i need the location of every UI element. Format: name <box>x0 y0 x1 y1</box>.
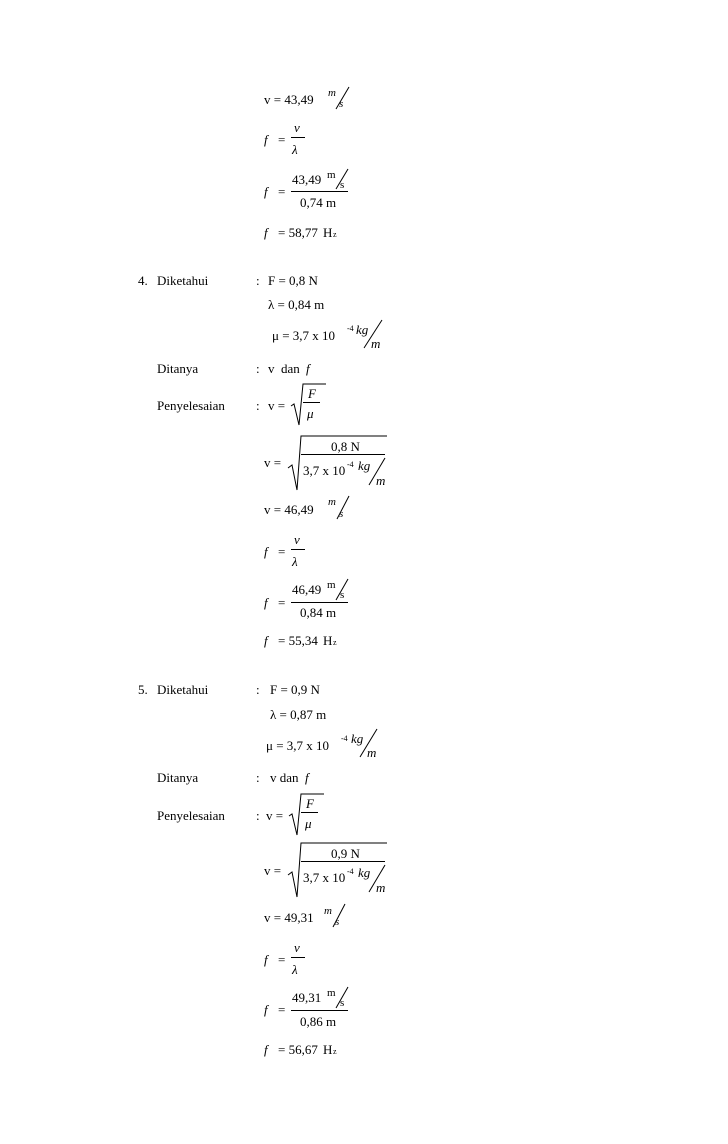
given-lambda: λ = 0,87 m <box>270 707 327 722</box>
sqrt-den: 3,7 x 10 <box>303 463 346 478</box>
unit-m: m <box>367 745 377 760</box>
unit-s: s <box>340 589 345 601</box>
equals: = <box>278 544 286 559</box>
f-symbol: f <box>264 132 268 147</box>
hz-H: H <box>323 225 333 240</box>
frac-den-lambda: λ <box>292 554 298 569</box>
exponent: -4 <box>341 734 348 743</box>
sqrt-num-F: F <box>308 386 316 401</box>
sqrt-num: 0,9 N <box>331 846 360 861</box>
frac-den-lambda: λ <box>292 142 298 157</box>
frac-den: 0,84 m <box>300 605 337 620</box>
frac-num-v: v <box>294 532 300 547</box>
given-mu: μ = 3,7 x 10 <box>272 328 336 343</box>
given-label: Diketahui <box>157 273 209 288</box>
asked-text: v dan <box>270 770 299 785</box>
unit-m: m <box>324 905 332 917</box>
sqrt-num: 0,8 N <box>331 439 360 454</box>
v-equals: v = <box>266 808 284 823</box>
fraction-bar <box>291 137 305 138</box>
exponent: -4 <box>347 324 354 333</box>
f-symbol: f <box>264 544 268 559</box>
fraction-bar <box>301 812 318 813</box>
colon: : <box>256 398 260 413</box>
unit-s: s <box>335 916 340 928</box>
v-equals: v = <box>264 455 282 470</box>
unit-m: m <box>371 336 381 351</box>
given-label: Diketahui <box>157 682 209 697</box>
v-result-3: v = 43,49 <box>264 92 314 107</box>
colon: : <box>256 361 260 376</box>
fraction-bar <box>291 549 305 550</box>
fraction-bar <box>301 454 385 455</box>
v-result-4: v = 46,49 <box>264 502 314 517</box>
f-symbol: f <box>264 952 268 967</box>
fraction-bar <box>291 602 348 603</box>
equals: = <box>278 1002 286 1017</box>
unit-m: m <box>327 169 336 181</box>
asked-f: f <box>306 361 310 376</box>
sqrt-den: 3,7 x 10 <box>303 870 346 885</box>
frac-den: 0,74 m <box>300 195 337 210</box>
unit-s: s <box>340 179 345 191</box>
hz-z: z <box>333 1047 337 1056</box>
f-result-5: = 56,67 <box>278 1042 318 1057</box>
f-symbol: f <box>264 184 268 199</box>
f-symbol: f <box>264 595 268 610</box>
frac-den-lambda: λ <box>292 962 298 977</box>
frac-num: 49,31 <box>292 990 322 1005</box>
problem-number: 5. <box>138 682 148 697</box>
v-result-5: v = 49,31 <box>264 910 314 925</box>
unit-kg: kg <box>358 458 371 473</box>
unit-m: m <box>376 473 386 488</box>
equals: = <box>278 952 286 967</box>
unit-s: s <box>340 997 345 1009</box>
colon: : <box>256 273 260 288</box>
unit-s: s <box>339 508 344 520</box>
equals: = <box>278 595 286 610</box>
sqrt-den-mu: μ <box>305 816 312 831</box>
asked-f: f <box>305 770 309 785</box>
given-F: F = 0,8 N <box>268 273 318 288</box>
hz-H: H <box>323 1042 333 1057</box>
hz-H: H <box>323 633 333 648</box>
v-equals: v = <box>268 398 286 413</box>
f-result-4: = 55,34 <box>278 633 318 648</box>
frac-num: 43,49 <box>292 172 322 187</box>
hz-z: z <box>333 230 337 239</box>
frac-den: 0,86 m <box>300 1014 337 1029</box>
given-F: F = 0,9 N <box>270 682 320 697</box>
unit-m: m <box>328 87 336 99</box>
exponent: -4 <box>347 867 354 876</box>
unit-m: m <box>327 987 336 999</box>
frac-num-v: v <box>294 940 300 955</box>
asked-v: v <box>268 361 275 376</box>
solution-label: Penyelesaian <box>157 398 225 413</box>
colon: : <box>256 682 260 697</box>
v-equals: v = <box>264 863 282 878</box>
f-symbol: f <box>264 225 268 240</box>
equals: = <box>278 132 286 147</box>
sqrt-den-mu: μ <box>307 406 314 421</box>
unit-kg: kg <box>356 322 369 337</box>
given-lambda: λ = 0,84 m <box>268 297 325 312</box>
sqrt-num-F: F <box>306 796 314 811</box>
f-result-3: = 58,77 <box>278 225 318 240</box>
colon: : <box>256 770 260 785</box>
unit-m: m <box>327 579 336 591</box>
colon: : <box>256 808 260 823</box>
unit-m: m <box>328 496 336 508</box>
unit-m: m <box>376 880 386 895</box>
frac-num-v: v <box>294 120 300 135</box>
f-symbol: f <box>264 1002 268 1017</box>
asked-dan: dan <box>281 361 300 376</box>
f-symbol: f <box>264 633 268 648</box>
unit-kg: kg <box>358 865 371 880</box>
unit-kg: kg <box>351 731 364 746</box>
unit-s: s <box>339 98 344 110</box>
f-symbol: f <box>264 1042 268 1057</box>
problem-number: 4. <box>138 273 148 288</box>
asked-label: Ditanya <box>157 361 199 376</box>
equals: = <box>278 184 286 199</box>
asked-label: Ditanya <box>157 770 199 785</box>
fraction-bar <box>291 1010 348 1011</box>
hz-z: z <box>333 638 337 647</box>
fraction-bar <box>291 191 348 192</box>
exponent: -4 <box>347 460 354 469</box>
fraction-bar <box>301 861 385 862</box>
frac-num: 46,49 <box>292 582 322 597</box>
fraction-bar <box>303 402 320 403</box>
solution-label: Penyelesaian <box>157 808 225 823</box>
fraction-bar <box>291 957 305 958</box>
given-mu: μ = 3,7 x 10 <box>266 738 330 753</box>
